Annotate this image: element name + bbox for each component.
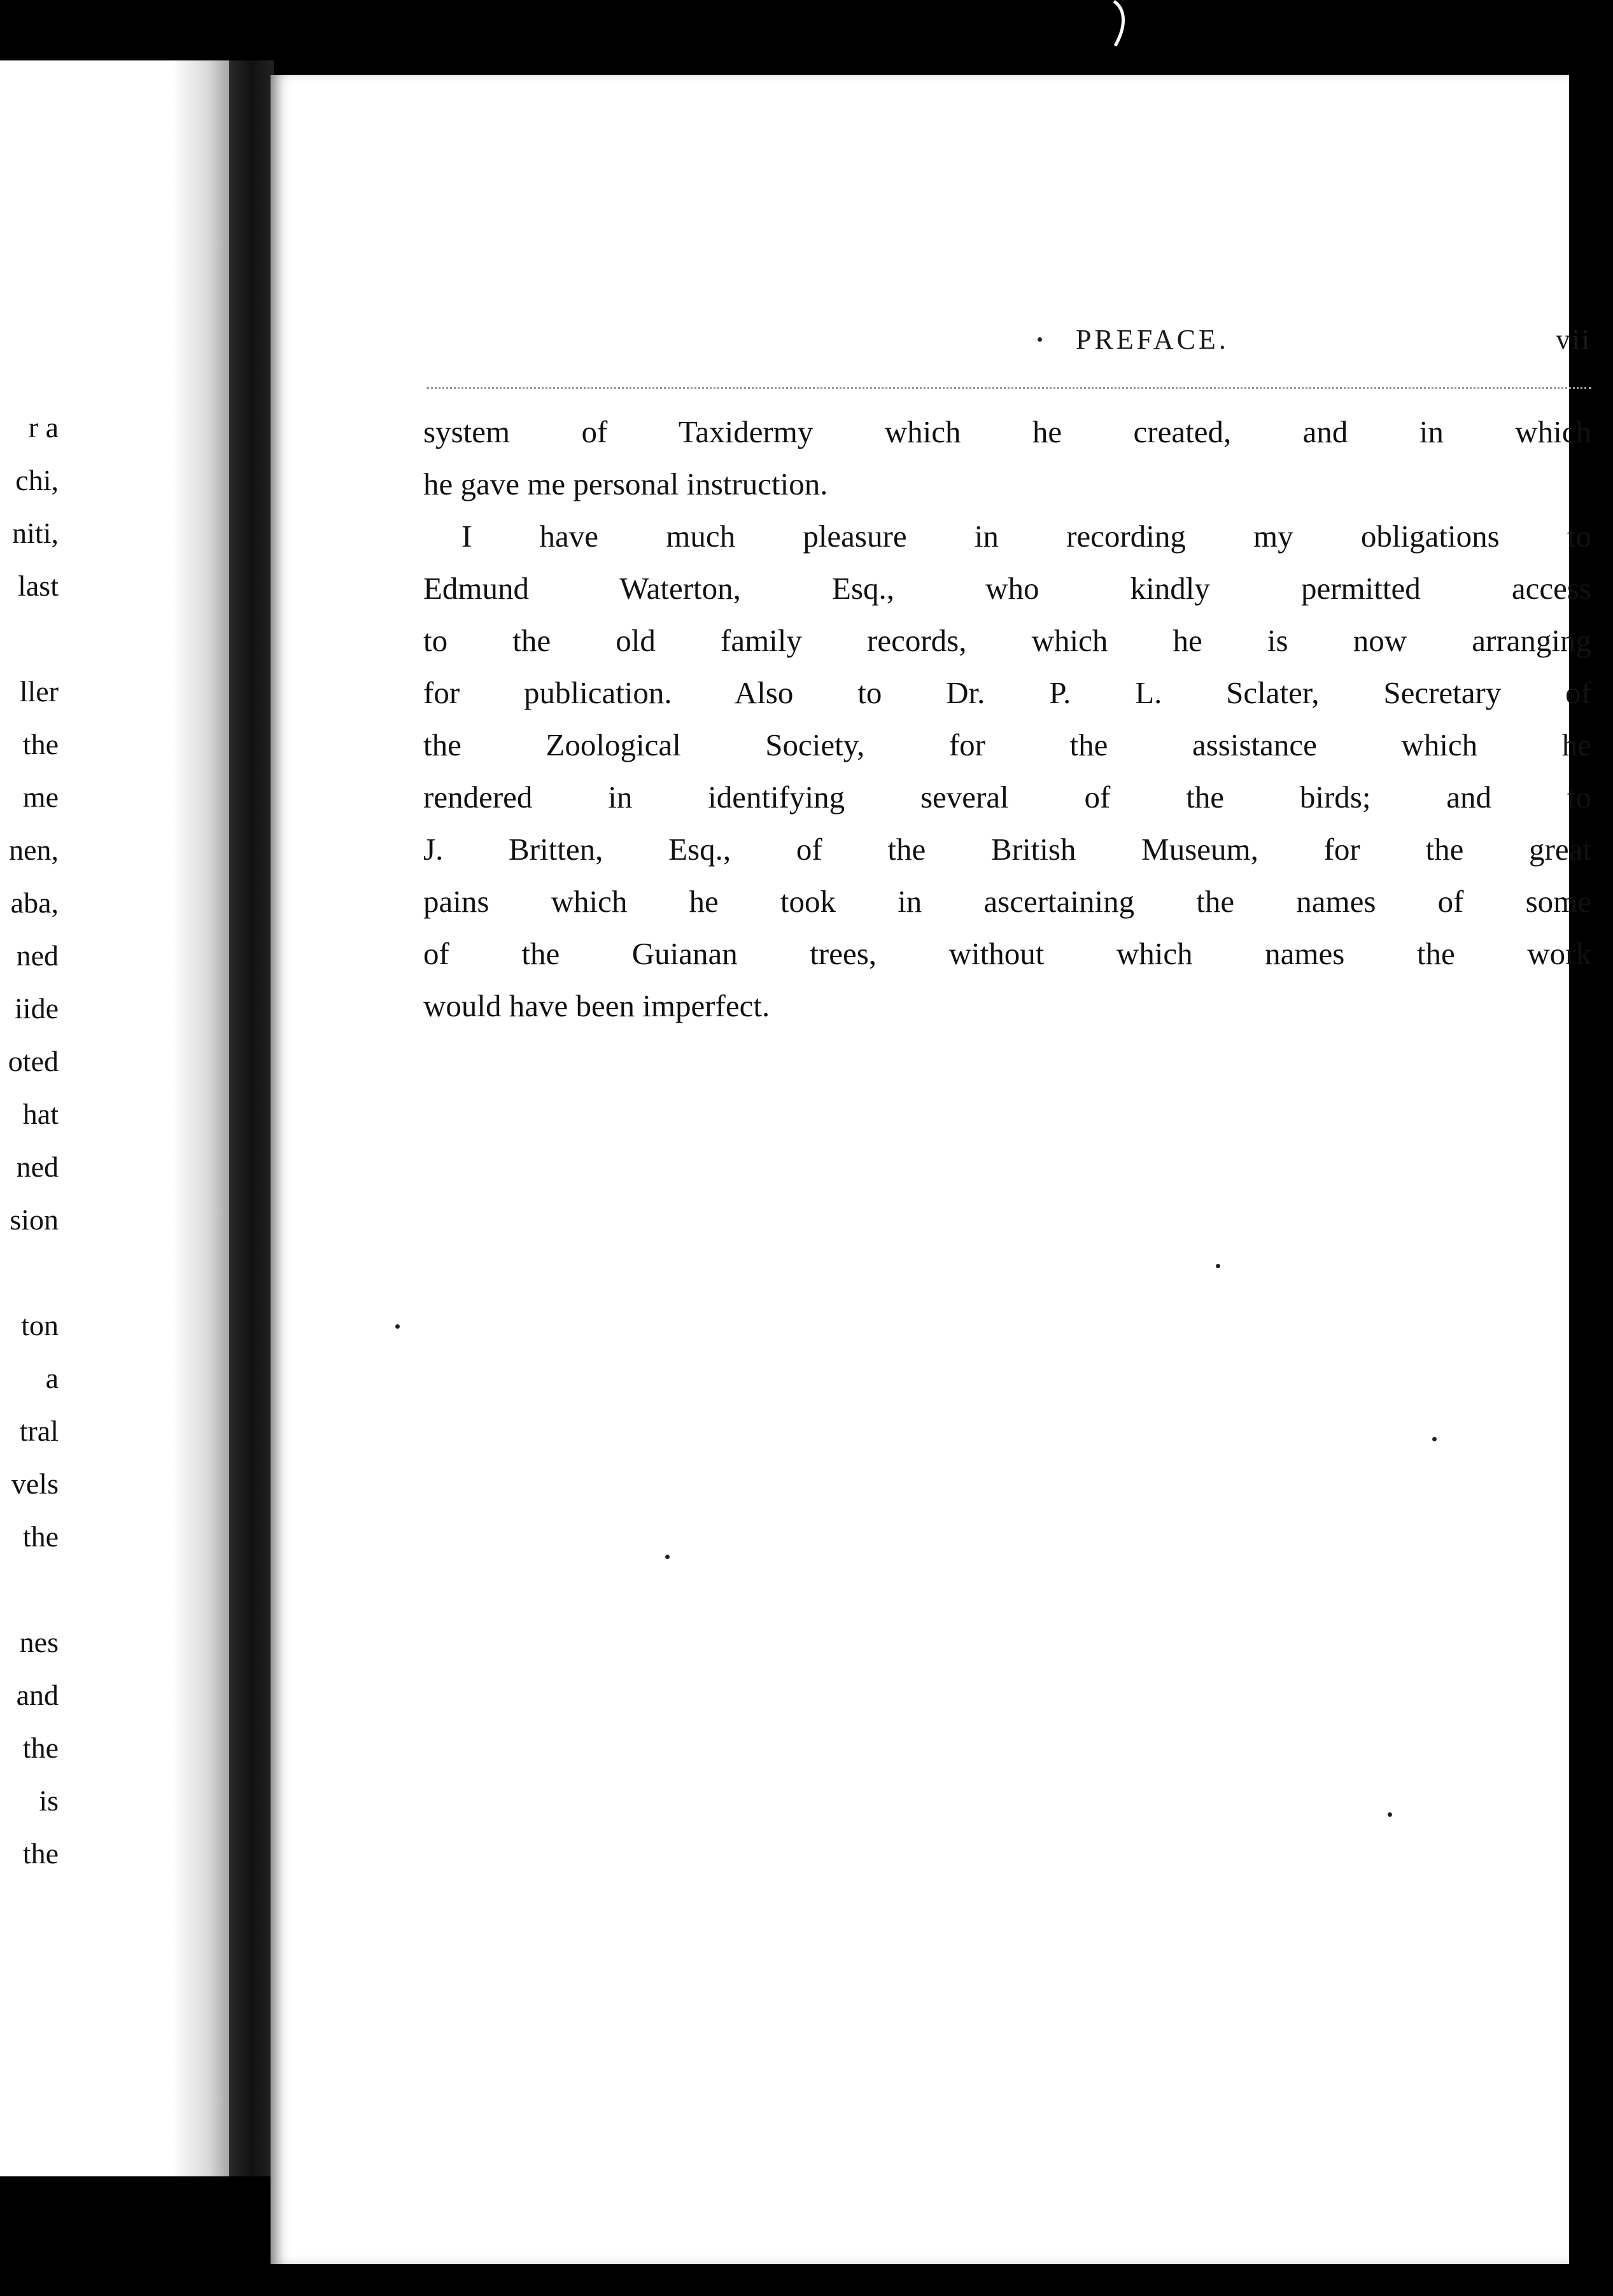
left-fragment: oted — [8, 1045, 59, 1077]
preface-body-text — [423, 406, 1591, 1032]
left-fragment: vels — [11, 1467, 59, 1500]
text-line: of the Guianan trees, without which names the work — [423, 936, 1591, 971]
left-fragment: the — [22, 1837, 59, 1870]
left-fragment: the — [22, 1732, 59, 1764]
left-fragment: sion — [10, 1203, 59, 1236]
text-line: would have been imperfect. — [423, 988, 770, 1023]
scan-speck — [1216, 1264, 1220, 1268]
left-fragment: ton — [21, 1309, 59, 1341]
left-page-text-fragments — [0, 401, 59, 1880]
left-fragment: r a — [28, 411, 59, 444]
running-head-title: PREFACE. — [1076, 324, 1229, 355]
left-paragraph-gap — [0, 612, 59, 665]
text-line: for publication. Also to Dr. P. L. Sclater, Secretary of — [423, 675, 1591, 710]
left-fragment: hat — [22, 1098, 59, 1130]
left-fragment: chi, — [15, 464, 59, 496]
left-fragment: the — [22, 728, 59, 760]
text-line: to the old family records, which he is now arranging — [423, 623, 1591, 658]
left-fragment: aba, — [10, 886, 59, 919]
left-fragment: a — [45, 1362, 59, 1394]
left-fragment: the — [22, 1520, 59, 1553]
left-fragment: me — [22, 781, 59, 813]
scan-speck — [1038, 337, 1042, 342]
text-line: I have much pleasure in recording my obligations to — [461, 519, 1591, 554]
left-fragment: ned — [16, 939, 59, 972]
book-gutter — [229, 60, 274, 2176]
page-number: vii — [1556, 324, 1591, 355]
left-fragment: nen, — [9, 834, 59, 866]
left-fragment: niti, — [12, 517, 59, 549]
left-fragment: is — [39, 1784, 59, 1817]
text-line: Edmund Waterton, Esq., who kindly permitted access — [423, 571, 1591, 606]
scan-mark-icon — [1108, 0, 1133, 51]
text-line: rendered in identifying several of the birds; and to — [423, 780, 1591, 815]
text-line: J. Britten, Esq., of the British Museum, for the great — [423, 832, 1591, 867]
left-fragment: and — [16, 1679, 59, 1711]
scan-speck — [665, 1555, 670, 1559]
left-fragment: ller — [19, 675, 59, 708]
left-fragment: tral — [19, 1415, 59, 1447]
text-line: system of Taxidermy which he created, and in which — [423, 414, 1591, 449]
left-paragraph-gap — [0, 1563, 59, 1616]
scan-speck — [1388, 1812, 1392, 1817]
running-head — [423, 323, 1591, 374]
left-fragment: ned — [16, 1151, 59, 1183]
text-line: pains which he took in ascertaining the names of some — [423, 884, 1591, 919]
running-head-rule — [426, 387, 1591, 389]
text-line: the Zoological Society, for the assistance which he — [423, 727, 1591, 762]
scan-speck — [1432, 1437, 1437, 1441]
scan-speck — [395, 1324, 400, 1329]
text-line: he gave me personal instruction. — [423, 466, 828, 501]
right-page — [271, 75, 1591, 2264]
left-paragraph-gap — [0, 1246, 59, 1299]
left-fragment: last — [18, 570, 59, 602]
left-fragment: iide — [15, 992, 59, 1025]
left-fragment: nes — [19, 1626, 59, 1658]
